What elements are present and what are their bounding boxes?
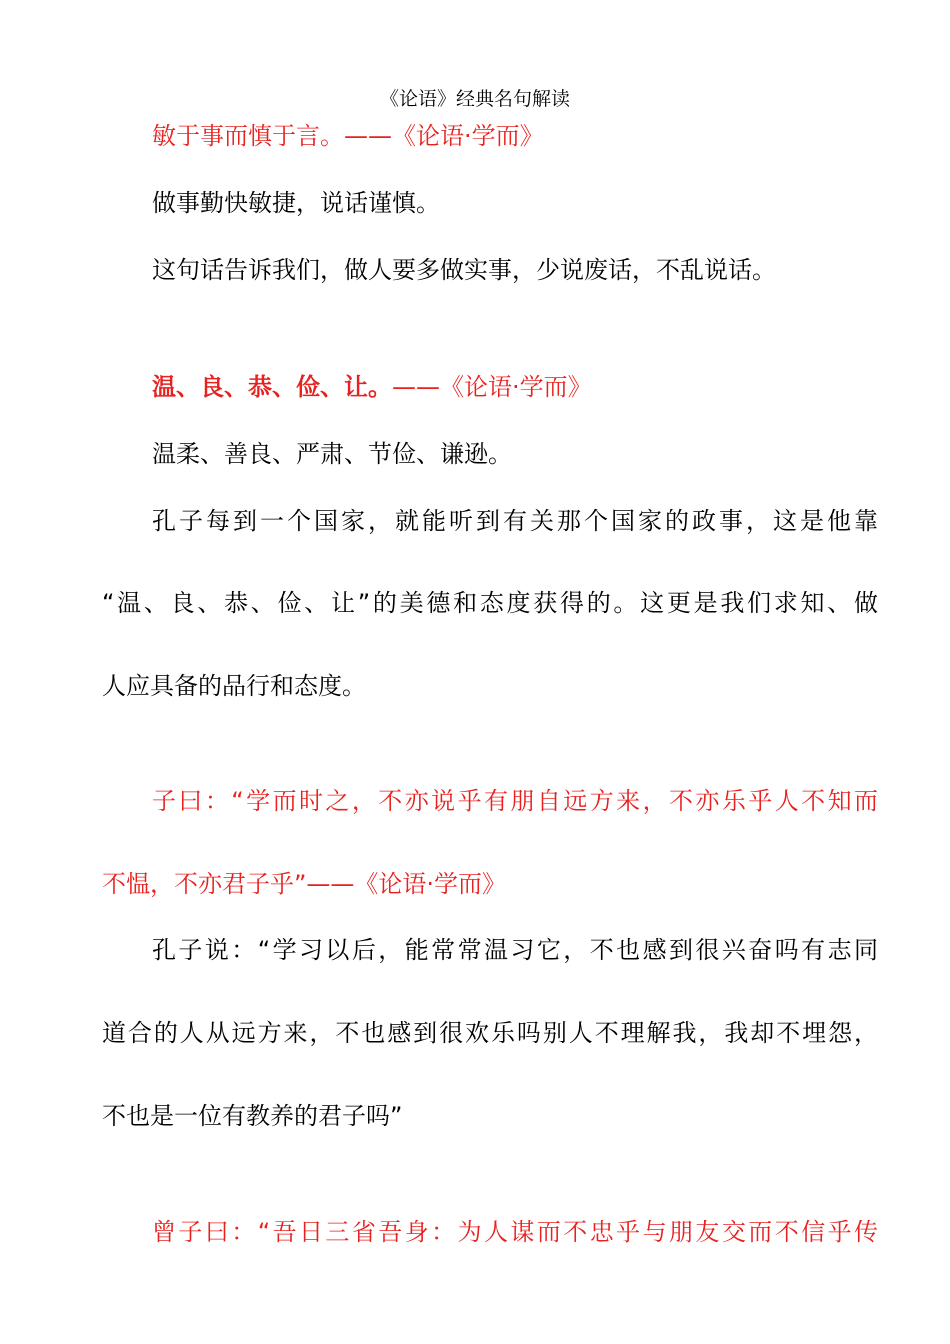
quote-line: 不愠，不亦君子乎”——《论语·学而》 [102, 870, 507, 898]
translation-line: 温柔、善良、严肃、节俭、谦逊。 [152, 440, 512, 468]
document-title: 《论语》经典名句解读 [379, 88, 570, 110]
quote-line: 敏于事而慎于言。——《论语·学而》 [152, 122, 544, 150]
quote-source: ——《论语·学而》 [392, 373, 592, 401]
quote-line: 子曰：“学而时之，不亦说乎有朋自远方来，不亦乐乎人不知而 [152, 787, 878, 815]
quote-line: 曾子曰：“吾日三省吾身：为人谋而不忠乎与朋友交而不信乎传 [152, 1218, 878, 1246]
explanation-line: 这句话告诉我们，做人要多做实事，少说废话，不乱说话。 [152, 256, 776, 284]
explanation-line: 孔子每到一个国家，就能听到有关那个国家的政事，这是他靠 [152, 507, 878, 535]
translation-line: 不也是一位有教养的君子吗” [102, 1102, 403, 1130]
translation-line: 道合的人从远方来，不也感到很欢乐吗别人不理解我，我却不埋怨， [102, 1019, 878, 1047]
explanation-line: “温、良、恭、俭、让”的美德和态度获得的。这更是我们求知、做 [102, 589, 878, 617]
quote-line [152, 370, 878, 404]
translation-line: 孔子说：“学习以后，能常常温习它，不也感到很兴奋吗有志同 [152, 936, 878, 964]
explanation-line: 人应具备的品行和态度。 [102, 672, 366, 700]
quote-bold-text: 温、良、恭、俭、让。 [152, 373, 392, 401]
translation-line: 做事勤快敏捷，说话谨慎。 [152, 189, 440, 217]
